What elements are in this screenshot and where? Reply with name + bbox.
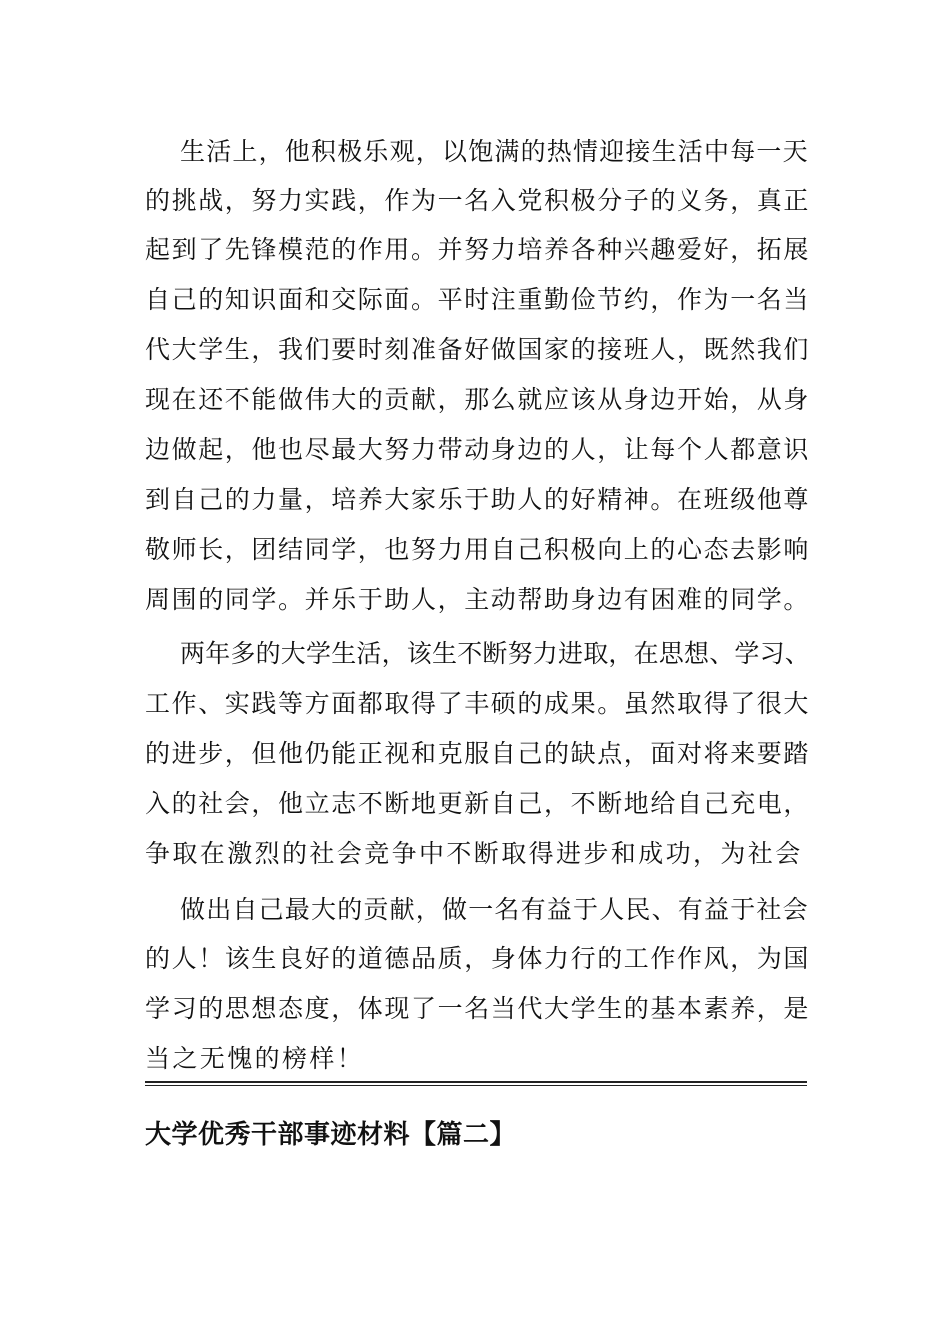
paragraph-line: 入的社会，他立志不断地更新自己，不断地给自己充电， (145, 789, 811, 818)
paragraph-line: 边做起，他也尽最大努力带动身边的人，让每个人都意识 (145, 435, 811, 464)
section-divider (145, 1081, 807, 1086)
paragraph-line: 周围的同学。并乐于助人，主动帮助身边有困难的同学。 (145, 585, 811, 614)
paragraph-line: 的进步，但他仍能正视和克服自己的缺点，面对将来要踏 (145, 739, 811, 768)
paragraph-line: 起到了先锋模范的作用。并努力培养各种兴趣爱好，拓展 (145, 235, 811, 264)
paragraph-line: 两年多的大学生活，该生不断努力进取，在思想、学习、 (180, 639, 811, 668)
paragraph-line: 工作、实践等方面都取得了丰硕的成果。虽然取得了很大 (145, 689, 811, 718)
paragraph-line: 生活上，他积极乐观，以饱满的热情迎接生活中每一天 (180, 137, 809, 166)
paragraph-line: 当之无愧的榜样！ (145, 1044, 365, 1073)
paragraph-line: 敬师长，团结同学，也努力用自己积极向上的心态去影响 (145, 535, 811, 564)
paragraph-line: 现在还不能做伟大的贡献，那么就应该从身边开始，从身 (145, 385, 811, 414)
paragraph-line: 的挑战，努力实践，作为一名入党积极分子的义务，真正 (145, 186, 811, 215)
paragraph-line: 争取在激烈的社会竞争中不断取得进步和成功，为社会 (145, 839, 803, 868)
paragraph-line: 的人！该生良好的道德品质，身体力行的工作作风，为国 (145, 944, 811, 973)
section-heading: 大学优秀干部事迹材料【篇二】 (145, 1120, 517, 1150)
paragraph-line: 代大学生，我们要时刻准备好做国家的接班人，既然我们 (145, 335, 811, 364)
paragraph-line: 到自己的力量，培养大家乐于助人的好精神。在班级他尊 (145, 485, 811, 514)
paragraph-line: 学习的思想态度，体现了一名当代大学生的基本素养，是 (145, 994, 811, 1023)
paragraph-line: 自己的知识面和交际面。平时注重勤俭节约，作为一名当 (145, 285, 811, 314)
paragraph-line: 做出自己最大的贡献，做一名有益于人民、有益于社会 (180, 895, 809, 924)
